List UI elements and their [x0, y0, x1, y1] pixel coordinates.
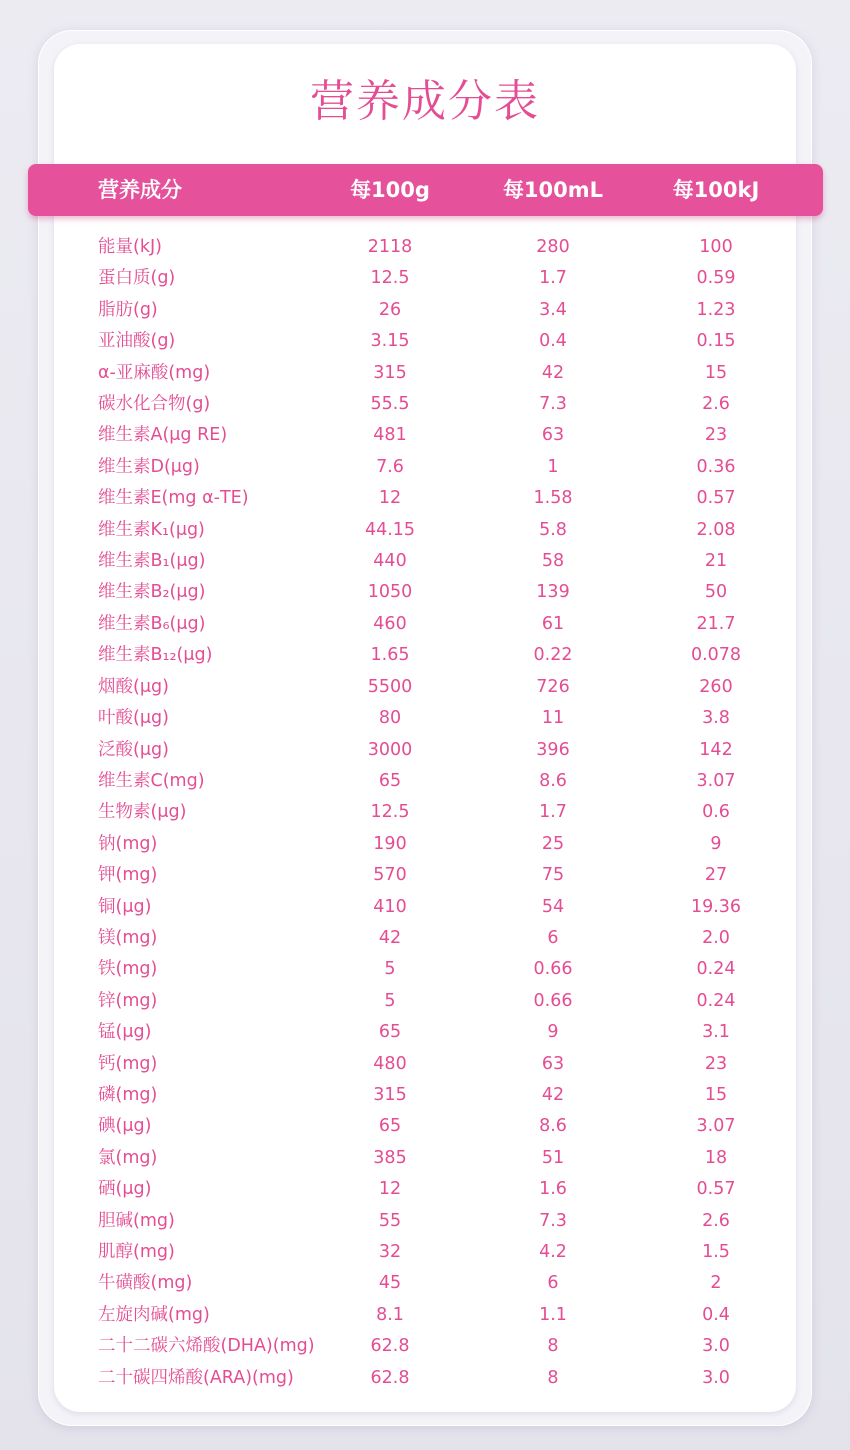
- value-per-100kj: 2.08: [696, 519, 736, 540]
- value-per-100g: 55: [378, 1210, 402, 1231]
- header-per-100g: 每100g: [350, 178, 430, 202]
- nutrient-name: 二十二碳六烯酸(DHA)(mg): [98, 1336, 315, 1357]
- nutrient-name: 氯(mg): [98, 1147, 158, 1168]
- table-row: [0, 860, 850, 891]
- value-per-100g: 7.6: [376, 456, 404, 477]
- value-per-100kj: 21: [704, 551, 728, 572]
- value-per-100kj: 23: [704, 425, 728, 446]
- value-per-100ml: 7.3: [539, 1210, 567, 1231]
- table-row: [0, 766, 850, 797]
- value-per-100g: 62.8: [370, 1336, 410, 1357]
- table-row: [0, 546, 850, 577]
- value-per-100ml: 0.66: [533, 959, 573, 980]
- nutrient-name: 维生素B₁(μg): [98, 551, 206, 572]
- value-per-100ml: 61: [541, 613, 565, 634]
- header-per-100kj: 每100kJ: [672, 178, 760, 202]
- value-per-100g: 385: [373, 1147, 407, 1168]
- value-per-100kj: 2.6: [702, 1210, 730, 1231]
- table-row: [0, 735, 850, 766]
- nutrient-name: 锰(μg): [98, 1022, 152, 1043]
- page-title: 营养成分表: [310, 76, 540, 127]
- table-row: [0, 703, 850, 734]
- value-per-100kj: 3.1: [702, 1022, 730, 1043]
- nutrient-name: 钾(mg): [98, 865, 158, 886]
- nutrient-name: 磷(mg): [98, 1084, 158, 1105]
- value-per-100kj: 3.07: [696, 770, 736, 791]
- value-per-100g: 45: [378, 1273, 402, 1294]
- value-per-100ml: 280: [536, 237, 570, 257]
- nutrient-name: 维生素D(μg): [98, 456, 200, 477]
- value-per-100ml: 42: [541, 1084, 565, 1105]
- table-row: [0, 954, 850, 985]
- nutrient-name: 泛酸(μg): [98, 739, 169, 760]
- nutrient-name: 牛磺酸(mg): [98, 1273, 193, 1294]
- nutrient-name: 能量(kJ): [98, 237, 162, 257]
- table-row: [0, 1331, 850, 1362]
- value-per-100ml: 8.6: [539, 770, 567, 791]
- value-per-100ml: 1.58: [533, 488, 573, 509]
- value-per-100ml: 0.4: [539, 331, 567, 352]
- nutrient-name: 维生素B₁₂(μg): [98, 645, 213, 666]
- value-per-100ml: 7.3: [539, 394, 567, 415]
- value-per-100kj: 3.0: [702, 1336, 730, 1357]
- value-per-100g: 12: [378, 488, 402, 509]
- value-per-100ml: 0.22: [533, 645, 573, 666]
- value-per-100kj: 50: [704, 582, 728, 603]
- header-nutrient: 营养成分: [98, 178, 182, 202]
- table-row: [0, 515, 850, 546]
- value-per-100ml: 6: [547, 927, 559, 948]
- table-row: [0, 326, 850, 357]
- value-per-100ml: 25: [541, 833, 565, 854]
- table-row: [0, 1300, 850, 1331]
- nutrient-name: 维生素E(mg α-TE): [98, 488, 249, 509]
- value-per-100g: 80: [378, 708, 402, 729]
- value-per-100ml: 8: [547, 1336, 559, 1357]
- nutrient-name: 左旋肉碱(mg): [98, 1304, 210, 1325]
- value-per-100g: 190: [373, 833, 407, 854]
- nutrient-name: 钙(mg): [98, 1053, 158, 1074]
- value-per-100ml: 75: [541, 865, 565, 886]
- table-row: [0, 829, 850, 860]
- value-per-100kj: 1.23: [696, 299, 736, 320]
- nutrient-name: 碳水化合物(g): [98, 394, 211, 415]
- nutrient-name: 镁(mg): [98, 927, 158, 948]
- value-per-100g: 410: [373, 896, 407, 917]
- value-per-100kj: 3.0: [702, 1367, 730, 1388]
- table-body: [0, 232, 850, 1394]
- nutrient-name: 锌(mg): [98, 990, 158, 1011]
- value-per-100kj: 0.57: [696, 488, 736, 509]
- table-row: [0, 1111, 850, 1142]
- nutrient-name: 维生素A(μg RE): [98, 425, 228, 446]
- value-per-100ml: 63: [541, 1053, 565, 1074]
- value-per-100ml: 9: [547, 1022, 559, 1043]
- value-per-100kj: 0.59: [696, 268, 736, 289]
- table-row: [0, 1174, 850, 1205]
- nutrient-name: 维生素B₆(μg): [98, 613, 206, 634]
- table-row: [0, 452, 850, 483]
- value-per-100g: 12: [378, 1179, 402, 1200]
- value-per-100kj: 0.24: [696, 990, 736, 1011]
- value-per-100ml: 3.4: [539, 299, 567, 320]
- nutrient-name: 蛋白质(g): [98, 268, 176, 289]
- value-per-100kj: 2: [710, 1273, 722, 1294]
- value-per-100ml: 0.66: [533, 990, 573, 1011]
- value-per-100kj: 0.4: [702, 1304, 730, 1325]
- value-per-100ml: 1: [547, 456, 559, 477]
- value-per-100g: 32: [378, 1242, 402, 1262]
- value-per-100g: 570: [373, 865, 407, 886]
- value-per-100kj: 260: [699, 676, 733, 697]
- value-per-100kj: 0.57: [696, 1179, 736, 1200]
- table-row: [0, 1268, 850, 1299]
- nutrient-name: 维生素K₁(μg): [98, 519, 205, 540]
- nutrient-name: 铁(mg): [98, 959, 158, 980]
- value-per-100ml: 8.6: [539, 1116, 567, 1137]
- table-row: [0, 923, 850, 954]
- value-per-100g: 315: [373, 1084, 407, 1105]
- value-per-100g: 2118: [367, 237, 413, 257]
- header-per-100ml: 每100mL: [502, 178, 604, 202]
- value-per-100kj: 3.8: [702, 708, 730, 729]
- nutrient-name: 生物素(μg): [98, 802, 187, 823]
- value-per-100g: 460: [373, 613, 407, 634]
- value-per-100ml: 1.7: [539, 268, 567, 289]
- nutrient-name: 脂肪(g): [98, 299, 158, 320]
- nutrient-name: 硒(μg): [98, 1179, 152, 1200]
- nutrient-name: 铜(μg): [98, 896, 152, 917]
- nutrient-name: 亚油酸(g): [98, 331, 176, 352]
- table-row: [0, 263, 850, 294]
- value-per-100kj: 3.07: [696, 1116, 736, 1137]
- value-per-100kj: 0.078: [690, 645, 742, 666]
- value-per-100g: 55.5: [370, 394, 410, 415]
- value-per-100g: 3.15: [370, 331, 410, 352]
- nutrient-name: 碘(μg): [98, 1116, 152, 1137]
- table-row: [0, 232, 850, 263]
- value-per-100g: 44.15: [364, 519, 416, 540]
- value-per-100ml: 1.6: [539, 1179, 567, 1200]
- value-per-100ml: 139: [536, 582, 570, 603]
- nutrient-name: 钠(mg): [98, 833, 158, 854]
- table-row: [0, 1080, 850, 1111]
- table-row: [0, 640, 850, 671]
- value-per-100kj: 18: [704, 1147, 728, 1168]
- value-per-100ml: 54: [541, 896, 565, 917]
- value-per-100g: 5: [384, 990, 396, 1011]
- value-per-100kj: 23: [704, 1053, 728, 1074]
- value-per-100kj: 100: [699, 237, 733, 257]
- nutrient-name: 烟酸(μg): [98, 676, 169, 697]
- value-per-100ml: 51: [541, 1147, 565, 1168]
- nutrient-name: 维生素B₂(μg): [98, 582, 206, 603]
- value-per-100ml: 1.1: [539, 1304, 567, 1325]
- value-per-100g: 3000: [367, 739, 413, 760]
- value-per-100g: 481: [373, 425, 407, 446]
- value-per-100kj: 2.6: [702, 394, 730, 415]
- nutrient-name: 二十碳四烯酸(ARA)(mg): [98, 1367, 294, 1388]
- value-per-100ml: 11: [541, 708, 565, 729]
- value-per-100g: 26: [378, 299, 402, 320]
- value-per-100g: 480: [373, 1053, 407, 1074]
- value-per-100g: 65: [378, 770, 402, 791]
- value-per-100kj: 15: [704, 1084, 728, 1105]
- value-per-100ml: 396: [536, 739, 570, 760]
- value-per-100ml: 4.2: [539, 1242, 567, 1262]
- table-row: [0, 1143, 850, 1174]
- table-row: [0, 1017, 850, 1048]
- value-per-100g: 42: [378, 927, 402, 948]
- value-per-100g: 440: [373, 551, 407, 572]
- table-row: [0, 609, 850, 640]
- value-per-100g: 1050: [367, 582, 413, 603]
- table-row: [0, 1237, 850, 1268]
- value-per-100kj: 15: [704, 362, 728, 383]
- value-per-100kj: 9: [710, 833, 722, 854]
- value-per-100g: 1.65: [370, 645, 410, 666]
- value-per-100ml: 1.7: [539, 802, 567, 823]
- table-row: [0, 389, 850, 420]
- nutrient-name: 叶酸(μg): [98, 708, 169, 729]
- value-per-100g: 65: [378, 1116, 402, 1137]
- value-per-100kj: 27: [704, 865, 728, 886]
- table-row: [0, 358, 850, 389]
- value-per-100ml: 5.8: [539, 519, 567, 540]
- table-row: [0, 1049, 850, 1080]
- value-per-100kj: 21.7: [696, 613, 736, 634]
- nutrient-name: 维生素C(mg): [98, 770, 205, 791]
- table-row: [0, 986, 850, 1017]
- table-header: [28, 164, 823, 216]
- table-row: [0, 1363, 850, 1394]
- nutrient-name: 肌醇(mg): [98, 1242, 175, 1262]
- value-per-100g: 315: [373, 362, 407, 383]
- value-per-100kj: 0.15: [696, 331, 736, 352]
- value-per-100kj: 19.36: [690, 896, 742, 917]
- value-per-100g: 62.8: [370, 1367, 410, 1388]
- value-per-100kj: 0.24: [696, 959, 736, 980]
- value-per-100kj: 1.5: [702, 1242, 730, 1262]
- value-per-100kj: 0.36: [696, 456, 736, 477]
- value-per-100ml: 58: [541, 551, 565, 572]
- table-row: [0, 1206, 850, 1237]
- value-per-100g: 8.1: [376, 1304, 404, 1325]
- nutrient-name: α-亚麻酸(mg): [98, 362, 211, 383]
- table-row: [0, 483, 850, 514]
- value-per-100g: 5500: [367, 676, 413, 697]
- table-row: [0, 577, 850, 608]
- value-per-100ml: 6: [547, 1273, 559, 1294]
- value-per-100kj: 2.0: [702, 927, 730, 948]
- value-per-100g: 5: [384, 959, 396, 980]
- table-row: [0, 420, 850, 451]
- value-per-100ml: 42: [541, 362, 565, 383]
- value-per-100kj: 142: [699, 739, 733, 760]
- value-per-100g: 12.5: [370, 802, 410, 823]
- value-per-100g: 65: [378, 1022, 402, 1043]
- table-row: [0, 672, 850, 703]
- nutrient-name: 胆碱(mg): [98, 1210, 175, 1231]
- value-per-100kj: 0.6: [702, 802, 730, 823]
- table-row: [0, 892, 850, 923]
- value-per-100ml: 8: [547, 1367, 559, 1388]
- value-per-100g: 12.5: [370, 268, 410, 289]
- table-row: [0, 295, 850, 326]
- value-per-100ml: 726: [536, 676, 570, 697]
- table-row: [0, 797, 850, 828]
- value-per-100ml: 63: [541, 425, 565, 446]
